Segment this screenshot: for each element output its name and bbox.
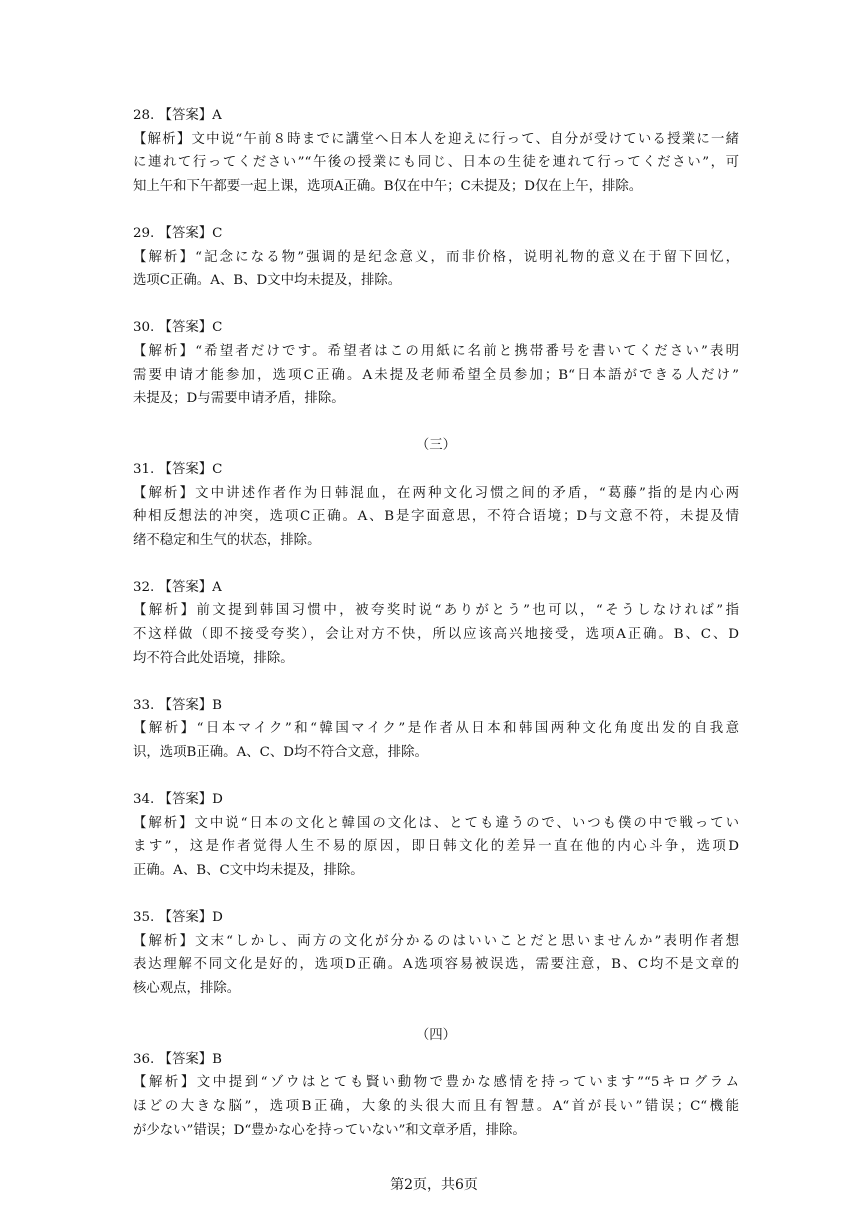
- spacer: [133, 765, 739, 789]
- explanation-line-first: 【解析】文中讲述作者作为日韩混血，在两种文化习惯之间的矛盾，“葛藤”指的是内心两: [133, 485, 739, 501]
- explanation-line: 需要申请才能参加，选项C正确。A未提及老师希望全员参加；B“日本語ができる人だけ”: [133, 367, 739, 383]
- explanation-line: ほどの大きな脳”，选项B正确，大象的头很大而且有智慧。A“首が長い”错误；C“機能: [133, 1098, 739, 1114]
- spacer: [133, 411, 739, 435]
- spacer: [133, 1001, 739, 1025]
- explanation-line-first: 【解析】文末“しかし、両方の文化が分かるのはいいことだと思いませんか”表明作者想: [133, 933, 739, 949]
- explanation-line-first: 【解析】文中说“午前８時までに講堂へ日本人を迎えに行って、自分が受けている授業に一緒: [133, 131, 739, 147]
- spacer: [133, 552, 739, 576]
- page-footer: 第2页，共6页: [390, 1177, 478, 1193]
- spacer: [133, 293, 739, 317]
- spacer: [133, 670, 739, 694]
- explanation-line: に連れて行ってください”“午後の授業にも同じ、日本の生徒を連れて行ってください”，可: [133, 155, 739, 171]
- answer-label: 29. 【答案】C: [133, 225, 223, 241]
- explanation-line: 不这样做（即不接受夸奖），会让对方不快，所以应该高兴地接受，选项A正确。B、C、D: [133, 627, 739, 643]
- explanation-line-first: 【解析】前文提到韩国习惯中，被夸奖时说“ありがとう”也可以，“そうしなければ”指: [133, 603, 739, 619]
- answer-content: [133, 104, 739, 1142]
- answer-item: [133, 906, 739, 1000]
- answer-item: [133, 788, 739, 882]
- explanation-line-first: 【解析】文中说“日本の文化と韓国の文化は、とても違うので、いつも僕の中で戦ってい: [133, 815, 739, 831]
- explanation-line: 绪不稳定和生气的状态，排除。: [133, 532, 321, 548]
- answer-item: [133, 576, 739, 670]
- answer-item: [133, 694, 739, 765]
- answer-item: [133, 458, 739, 552]
- explanation-line-first: 【解析】“希望者だけです。希望者はこの用紙に名前と携帯番号を書いてください”表明: [133, 343, 739, 359]
- section-heading: （四）: [415, 1028, 457, 1044]
- answer-item: [133, 316, 739, 410]
- section-heading: （三）: [415, 438, 457, 454]
- answer-label: 30. 【答案】C: [133, 320, 223, 336]
- explanation-line: 种相反想法的冲突，选项C正确。A、B是字面意思，不符合语境；D与文意不符，未提及情: [133, 509, 739, 525]
- answer-item: [133, 104, 739, 198]
- explanation-line: 知上午和下午都要一起上课，选项A正确。B仅在中午；C未提及；D仅在上午，排除。: [133, 178, 643, 194]
- spacer: [133, 883, 739, 907]
- answer-label: 33. 【答案】B: [133, 697, 222, 713]
- explanation-line-first: 【解析】“記念になる物”强调的是纪念意义，而非价格，说明礼物的意义在于留下回忆，: [133, 249, 739, 265]
- explanation-line: ます”，这是作者觉得人生不易的原因，即日韩文化的差异一直在他的内心斗争，选项D: [133, 839, 739, 855]
- explanation-line: 未提及；D与需要申请矛盾，排除。: [133, 391, 345, 407]
- explanation-line: が少ない”错误；D“豊かな心を持っていない”和文章矛盾，排除。: [133, 1122, 526, 1138]
- answer-label: 32. 【答案】A: [133, 579, 222, 595]
- answer-item: [133, 222, 739, 293]
- explanation-line: 均不符合此处语境，排除。: [133, 650, 294, 666]
- answer-label: 36. 【答案】B: [133, 1051, 222, 1067]
- explanation-line: 表达理解不同文化是好的，选项D正确。A选项容易被误选，需要注意，B、C均不是文章的: [133, 957, 739, 973]
- explanation-line-first: 【解析】文中提到“ゾウはとても賢い動物で豊かな感情を持っています”“5キログラム: [133, 1075, 739, 1091]
- explanation-line: 正确。A、B、C文中均未提及，排除。: [133, 863, 364, 878]
- explanation-line: 选项C正确。A、B、D文中均未提及，排除。: [133, 273, 402, 289]
- explanation-line: 核心观点，排除。: [133, 980, 241, 996]
- answer-item: [133, 1048, 739, 1142]
- spacer: [133, 198, 739, 222]
- answer-label: 28. 【答案】A: [133, 108, 222, 123]
- answer-label: 34. 【答案】D: [133, 792, 223, 808]
- answer-label: 31. 【答案】C: [133, 461, 223, 477]
- answer-label: 35. 【答案】D: [133, 910, 223, 926]
- explanation-line: 识，选项B正确。A、C、D均不符合文意，排除。: [133, 745, 428, 761]
- explanation-line-first: 【解析】“日本マイク”和“韓国マイク”是作者从日本和韩国两种文化角度出发的自我意: [133, 721, 739, 737]
